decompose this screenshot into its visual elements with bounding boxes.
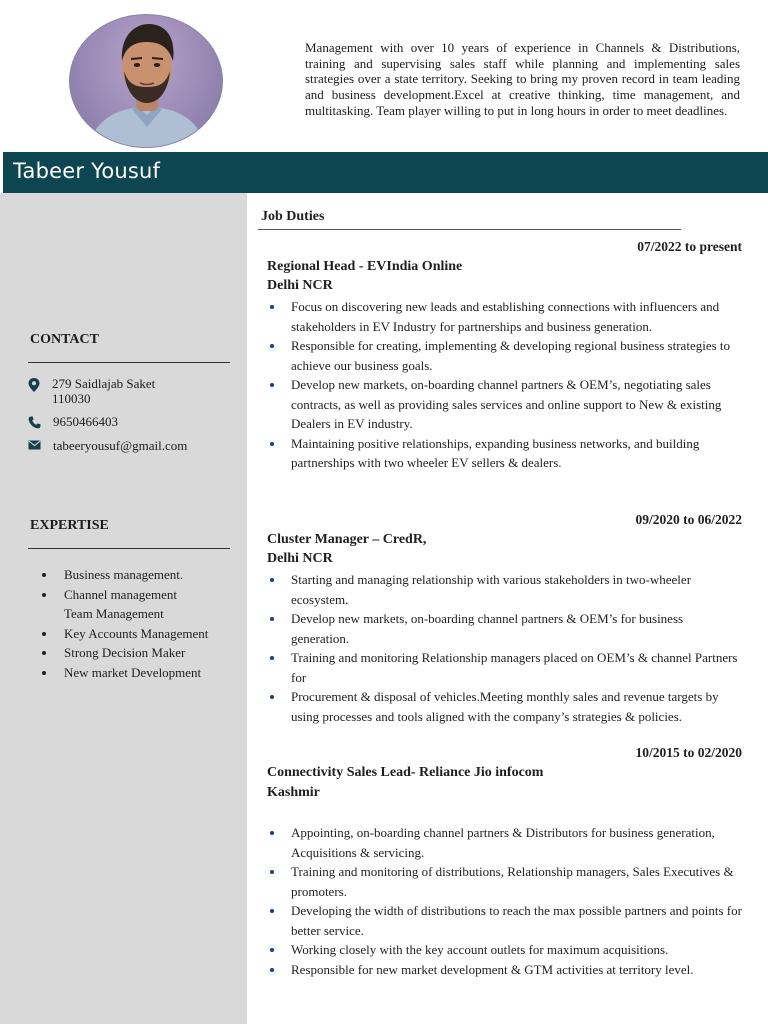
job-dates: 09/2020 to 06/2022 bbox=[635, 512, 742, 527]
expertise-heading: EXPERTISE bbox=[30, 518, 109, 533]
duty-item: Appointing, on-boarding channel partners & Distributors for business generation, Acquisitions & servicing. bbox=[267, 823, 742, 862]
duty-item: Develop new markets, on-boarding channel partners & OEM’s for business generation. bbox=[267, 609, 742, 648]
duty-item: Maintaining positive relationships, expanding business networks, and building partnerships with two wheeler EV sellers & dealers. bbox=[267, 434, 742, 473]
expertise-item: Team Management bbox=[64, 606, 164, 621]
duty-item: Responsible for new market development & GTM activities at territory level. bbox=[267, 960, 742, 980]
address-line-2: 110030 bbox=[52, 391, 91, 406]
job-duties-divider bbox=[258, 229, 681, 230]
job-duty-list bbox=[267, 570, 742, 726]
expertise-list bbox=[40, 565, 230, 682]
duty-item: Procurement & disposal of vehicles.Meeting monthly sales and revenue targets by using processes and tools aligned with the company’s strategies & policies. bbox=[267, 687, 742, 726]
job-role: Cluster Manager – CredR, bbox=[267, 532, 427, 547]
contact-phone bbox=[28, 414, 118, 429]
duty-item: Focus on discovering new leads and establishing connections with influencers and stakeholders in EV Industry for partnerships and business generation. bbox=[267, 297, 742, 336]
phone-number[interactable]: 9650466403 bbox=[53, 414, 118, 429]
name-banner bbox=[3, 152, 768, 193]
profile-photo bbox=[69, 14, 223, 148]
job-dates: 10/2015 to 02/2020 bbox=[635, 745, 742, 760]
person-photo-icon bbox=[70, 15, 223, 148]
duty-item: Develop new markets, on-boarding channel partners & OEM’s, negotiating sales contracts, as well as providing sales services and online support to New & existing Dealers in EV industry. bbox=[267, 375, 742, 434]
expertise-divider bbox=[28, 548, 230, 549]
sidebar bbox=[0, 193, 247, 1024]
expertise-item: New market Development bbox=[40, 663, 230, 683]
job-dates: 07/2022 to present bbox=[637, 239, 742, 254]
job-duty-list bbox=[267, 297, 742, 473]
contact-divider bbox=[28, 362, 230, 363]
phone-icon bbox=[28, 416, 41, 429]
duty-item: Training and monitoring of distributions, Relationship managers, Sales Executives & promoters. bbox=[267, 862, 742, 901]
contact-email bbox=[28, 438, 187, 453]
duty-item: Training and monitoring Relationship managers placed on OEM’s & channel Partners for bbox=[267, 648, 742, 687]
job-duty-list bbox=[267, 823, 742, 979]
expertise-item: Key Accounts Management bbox=[40, 624, 230, 644]
candidate-name: Tabeer Yousuf bbox=[13, 159, 161, 183]
job-role: Connectivity Sales Lead- Reliance Jio infocom bbox=[267, 765, 544, 780]
expertise-item: Business management. bbox=[40, 565, 230, 585]
duty-item: Working closely with the key account outlets for maximum acquisitions. bbox=[267, 940, 742, 960]
duty-item: Responsible for creating, implementing & developing regional business strategies to achieve our business goals. bbox=[267, 336, 742, 375]
location-pin-icon bbox=[28, 378, 40, 392]
duty-item: Starting and managing relationship with various stakeholders in two-wheeler ecosystem. bbox=[267, 570, 742, 609]
duty-item: Developing the width of distributions to reach the max possible partners and points for better service. bbox=[267, 901, 742, 940]
email-icon bbox=[28, 440, 41, 450]
job-location: Delhi NCR bbox=[267, 278, 333, 293]
job-location: Delhi NCR bbox=[267, 551, 333, 566]
job-location: Kashmir bbox=[267, 785, 320, 800]
email-address[interactable]: tabeeryousuf@gmail.com bbox=[53, 438, 188, 453]
contact-heading: CONTACT bbox=[30, 332, 99, 347]
profile-summary: Management with over 10 years of experience in Channels & Distributions, training and supervising sales staff while planning and implementing sales strategies over a state territory. Seeking to bring my proven record in team leading and business development.Excel at creative thinking, time management, and multitasking. Team player willing to put in long hours in order to meet deadlines. bbox=[305, 40, 740, 118]
job-duties-heading: Job Duties bbox=[261, 209, 325, 224]
address-line-1: 279 Saidlajab Saket bbox=[52, 376, 156, 391]
expertise-item: Channel management bbox=[40, 585, 230, 605]
expertise-item: Strong Decision Maker bbox=[40, 643, 230, 663]
job-role: Regional Head - EVIndia Online bbox=[267, 259, 463, 274]
header-area bbox=[0, 0, 768, 152]
contact-address bbox=[28, 376, 155, 406]
